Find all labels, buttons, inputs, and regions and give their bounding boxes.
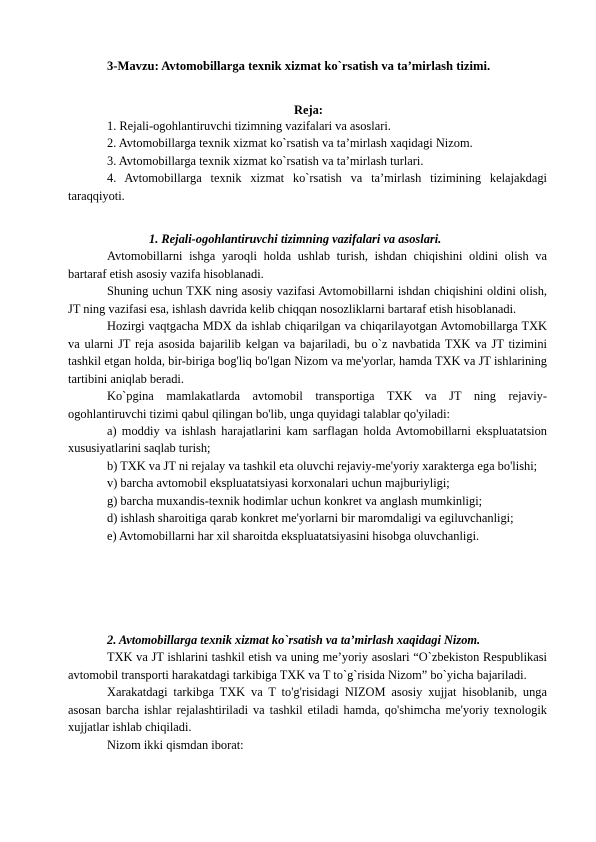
plan-list bbox=[68, 118, 547, 205]
paragraph: Hozirgi vaqtgacha MDX da ishlab chiqarilgan va chiqarilayotgan Avtomobillarga TXK va ularni JT reja asosida bajarilib kelgan va bajariladi, bu o`z navbatida TXK va JT tizimini tashkil etgan holda, bir-biriga bog'liq bo'lgan Nizom va me'yorlar, hamda TXK va JT ishlarining tartibini aniqlab beradi. bbox=[68, 319, 547, 386]
requirement-item: a) moddiy va ishlash harajatlarini kam sarflagan holda Avtomobillarni ekspluatatsion xususiyatlarini saqlab turish; bbox=[68, 423, 547, 456]
requirement-item: v) barcha avtomobil ekspluatatsiyasi korxonalari uchun majburiyligi; bbox=[107, 476, 450, 491]
section-1-heading: 1. Rejali-ogohlantiruvchi tizimning vazifalari va asoslari. bbox=[149, 232, 442, 246]
paragraph: Xarakatdagi tarkibga TXK va T to'g'risidagi NIZOM asosiy xujjat hisoblanib, unga asosan barcha ishlar rejalashtiriladi va tashkil etiladi hamda, qo'shimcha me'yoriy texnologik xujjatlar ishlab chiqiladi. bbox=[68, 685, 547, 735]
section-1 bbox=[68, 231, 547, 545]
plan-item: 4. Avtomobillarga texnik xizmat ko`rsatish va ta’mirlash tizimining kelajakdagi taraqqiyoti. bbox=[68, 171, 547, 203]
plan-item: 3. Avtomobillarga texnik xizmat ko`rsatish va ta’mirlash turlari. bbox=[107, 153, 424, 168]
paragraph: Shuning uchun TXK ning asosiy vazifasi Avtomobillarni ishdan chiqishini oldini olish, JT ning vazifasi esa, ishlash davrida kelib chiqqan nosozliklarni bartaraf etish hisoblanadi. bbox=[68, 284, 547, 316]
requirement-item: g) barcha muxandis-texnik hodimlar uchun konkret va anglash mumkinligi; bbox=[107, 493, 483, 508]
document-title: 3-Mavzu: Avtomobillarga texnik xizmat ko`rsatish va ta’mirlash tizimi. bbox=[107, 59, 491, 73]
requirement-item: e) Avtomobillarni har xil sharoitda ekspluatatsiyasini hisobga oluvchanligi. bbox=[107, 528, 480, 543]
plan-item: 1. Rejali-ogohlantiruvchi tizimning vazifalari va asoslari. bbox=[107, 119, 391, 133]
paragraph: Avtomobillarni ishga yaroqli holda ushlab turish, ishdan chiqishini oldini olish va bartaraf etish asosiy vazifa hisoblanadi. bbox=[68, 249, 547, 281]
requirement-item: d) ishlash sharoitiga qarab konkret me'yorlarni bir maromdaligi va egiluvchanligi; bbox=[107, 511, 514, 526]
plan-item: 2. Avtomobillarga texnik xizmat ko`rsatish va ta’mirlash xaqidagi Nizom. bbox=[107, 136, 473, 151]
section-2 bbox=[68, 632, 547, 754]
requirement-item: b) TXK va JT ni rejalay va tashkil eta oluvchi rejaviy-me'yoriy xarakterga ega bo'lishi; bbox=[107, 458, 538, 473]
paragraph: Nizom ikki qismdan iborat: bbox=[107, 737, 244, 752]
plan-heading: Reja: bbox=[294, 103, 323, 117]
paragraph: TXK va JT ishlarini tashkil etish va uning me’yoriy asoslari “O`zbekiston Respublikasi avtomobil transporti harakatdagi tarkibiga TXK va T to`g`risida Nizom” bo`yicha bajariladi. bbox=[68, 650, 547, 682]
paragraph: Ko`pgina mamlakatlarda avtomobil transportiga TXK va JT ning rejaviy-ogohlantiruvchi tizimi qabul qilingan bo'lib, unga quyidagi talablar qo'yiladi: bbox=[68, 389, 547, 421]
section-2-heading: 2. Avtomobillarga texnik xizmat ko`rsatish va ta’mirlash xaqidagi Nizom. bbox=[107, 633, 481, 647]
